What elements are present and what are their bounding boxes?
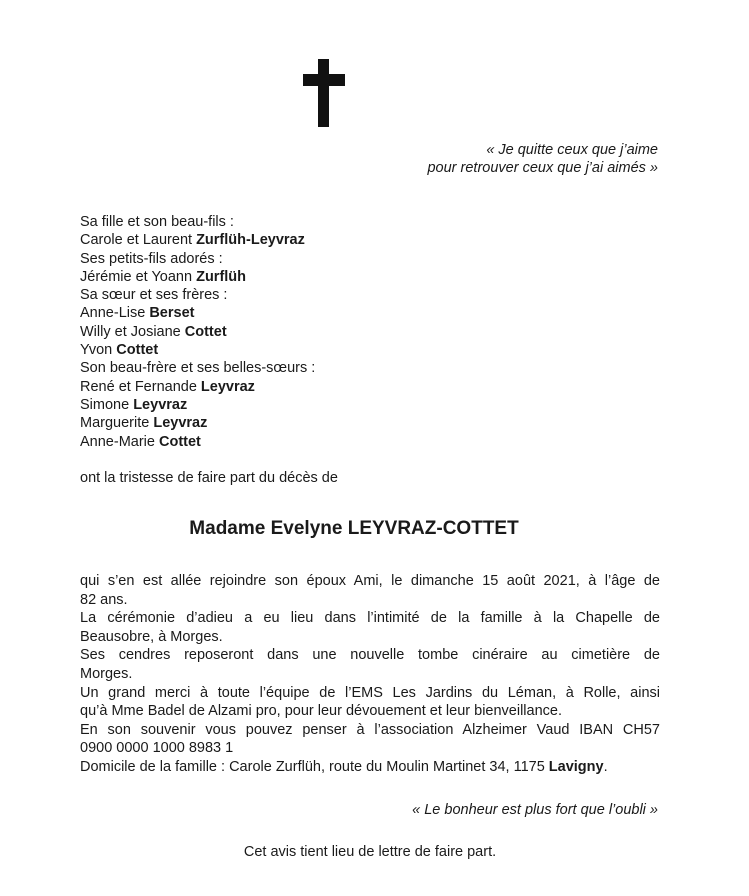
body-text bbox=[80, 572, 660, 777]
family-line-text: Anne-Lise bbox=[80, 305, 150, 322]
family-line-text: Willy et Josiane bbox=[80, 323, 185, 340]
family-line-name: Leyvraz bbox=[153, 415, 208, 432]
domicile-text: Domicile de la famille : Carole Zurflüh, route du Moulin Martinet 34, 1175 bbox=[80, 758, 549, 775]
family-line-name: Zurflüh-Leyvraz bbox=[196, 232, 305, 249]
family-line bbox=[80, 396, 315, 414]
family-line bbox=[80, 359, 315, 377]
family-line bbox=[80, 286, 315, 304]
body-line: Beausobre, à Morges. bbox=[80, 628, 223, 645]
family-line-text: Jérémie et Yoann bbox=[80, 268, 197, 285]
family-line-name: Berset bbox=[149, 305, 195, 322]
family-line-text: Sa sœur et ses frères : bbox=[80, 287, 228, 304]
family-line-text: René et Fernande bbox=[80, 378, 201, 395]
body-line: 0900 0000 1000 8983 1 bbox=[80, 740, 234, 757]
family-line bbox=[80, 268, 315, 286]
family-line-name: Leyvraz bbox=[133, 396, 188, 413]
domicile-period: . bbox=[603, 758, 608, 775]
opening-quote bbox=[427, 141, 658, 178]
opening-quote-line-1: « Je quitte ceux que j’aime bbox=[486, 142, 658, 158]
family-list bbox=[80, 213, 315, 451]
cross-horizontal-bar bbox=[303, 74, 345, 86]
body-line: 82 ans. bbox=[80, 591, 128, 608]
family-line bbox=[80, 378, 315, 396]
family-line-text: Son beau-frère et ses belles-sœurs : bbox=[80, 360, 316, 377]
family-line-name: Zurflüh bbox=[196, 268, 247, 285]
opening-quote-line-2: pour retrouver ceux que j’ai aimés » bbox=[427, 160, 658, 177]
family-line-text: Yvon bbox=[80, 342, 117, 359]
family-line-text: Anne-Marie bbox=[80, 433, 159, 450]
family-line bbox=[80, 323, 315, 341]
body-line: Morges. bbox=[80, 665, 133, 682]
family-line bbox=[80, 433, 315, 451]
deceased-name-title: Madame Evelyne LEYVRAZ-COTTET bbox=[189, 518, 519, 539]
domicile-place: Lavigny bbox=[548, 758, 604, 775]
family-line-text: Simone bbox=[80, 396, 134, 413]
footer-note: Cet avis tient lieu de lettre de faire part. bbox=[243, 844, 497, 860]
family-line-text: Marguerite bbox=[80, 415, 154, 432]
body-line-domicile bbox=[80, 758, 660, 777]
body-line: Ses cendres reposeront dans une nouvelle tombe cinéraire au cimetière de bbox=[80, 647, 660, 664]
family-line bbox=[80, 231, 315, 249]
family-line-text: Carole et Laurent bbox=[80, 232, 197, 249]
family-line bbox=[80, 341, 315, 359]
family-line bbox=[80, 304, 315, 322]
latin-cross-icon bbox=[303, 59, 345, 127]
body-line: La cérémonie d’adieu a eu lieu dans l’intimité de la famille à la Chapelle de bbox=[80, 610, 660, 627]
body-line: En son souvenir vous pouvez penser à l’association Alzheimer Vaud IBAN CH57 bbox=[80, 721, 660, 738]
announcement-line: ont la tristesse de faire part du décès de bbox=[80, 470, 338, 486]
family-line bbox=[80, 250, 315, 268]
family-line-name: Cottet bbox=[184, 323, 227, 340]
body-line: qui s’en est allée rejoindre son époux Ami, le dimanche 15 août 2021, à l’âge de bbox=[80, 573, 660, 589]
body-line: Un grand merci à toute l’équipe de l’EMS Les Jardins du Léman, à Rolle, ainsi bbox=[80, 684, 660, 701]
family-line bbox=[80, 414, 315, 432]
family-line-name: Cottet bbox=[116, 342, 159, 359]
body-line: qu’à Mme Badel de Alzami pro, pour leur dévouement et leur bienveillance. bbox=[80, 703, 562, 720]
family-line-text: Ses petits-fils adorés : bbox=[80, 250, 223, 267]
family-line-name: Leyvraz bbox=[200, 378, 255, 395]
closing-quote: « Le bonheur est plus fort que l’oubli » bbox=[412, 802, 658, 818]
family-line-text: Sa fille et son beau-fils : bbox=[80, 214, 234, 230]
cross-vertical-bar bbox=[318, 59, 329, 127]
family-line-name: Cottet bbox=[158, 433, 201, 450]
family-line bbox=[80, 213, 315, 231]
